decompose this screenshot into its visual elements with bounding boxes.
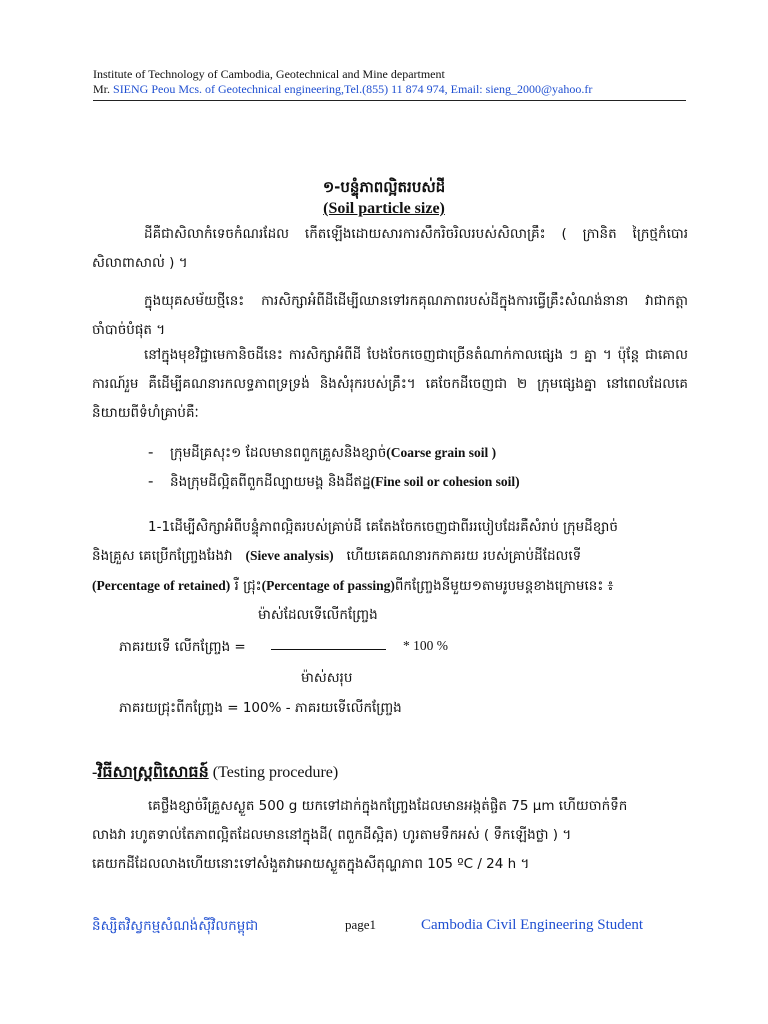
paragraph-sieve-line2 (92, 547, 581, 567)
section-dash: - (92, 764, 98, 781)
sieve-line3-khmer-b: ពីកញ្ច្រែងនីមួយ១តាមរូបមន្តខាងក្រោមនេះ ៖ (394, 578, 614, 594)
section-title-khmer: វិធីសាស្ត្រពិសោធន៍ (97, 762, 209, 781)
section-title-english: (Testing procedure) (208, 764, 339, 781)
bullet-coarse-soil (148, 442, 496, 464)
formula-passing (119, 699, 402, 719)
procedure-line1: គេថ្លឹងខ្សាច់រឺគ្រួសស្ងួត 500 g យកទៅដាក់ក្នុងកញ្ច្រែងដែលមានអង្កត់ផ្ចិត 75 µm ហើយចាក់ទឹក (148, 798, 628, 814)
bullet-dash: - (148, 471, 154, 490)
percentage-retained-term: (Percentage of retained) (92, 578, 231, 593)
bullet-fine-soil-khmer: និងក្រុមដីល្អិតពីពួកដីល្បាយមង្គ និងដីឥដ្ឋ (170, 474, 371, 490)
paragraph-sieve-line3 (92, 577, 614, 597)
formula-passing-label: ភាគរយជ្រុះពីកញ្ច្រែង (119, 700, 223, 716)
header-institute: Institute of Technology of Cambodia, Geotechnical and Mine department (93, 67, 445, 81)
page-title-khmer: ១-បន្ទុំភាពល្អិតរបស់ដី (322, 178, 446, 196)
sieve-line2-khmer-b: ហើយគេគណនារកភាគរយ របស់គ្រាប់ដីដែលទើ (346, 548, 582, 564)
formula-denominator: ម៉ាស់សរុប (301, 670, 353, 686)
procedure-line3: គេយកដីដែលលាងហើយនោះទៅសំងួតវាអោយស្ងួតក្នុងសីតុណ្ហភាព 105 ºC / 24 h ។ (92, 856, 530, 872)
bullet-fine-soil-english: (Fine soil or cohesion soil) (370, 474, 520, 489)
formula-multiplier: * 100 % (403, 638, 448, 653)
footer-english-label: Cambodia Civil Engineering Student (421, 917, 644, 933)
header-author-details: SIENG Peou Mcs. of Geotechnical engineering,Tel.(855) 11 874 974, Email: sieng_2000@yahoo.fr (113, 82, 593, 96)
header-rule (93, 100, 686, 101)
formula-passing-rest: = 100% - ភាគរយទើលើកញ្ច្រែង (222, 700, 402, 716)
footer-khmer-label: និស្សិតវិស្វកម្មសំណង់ស៊ីវិលកម្ពុជា (92, 918, 259, 934)
bullet-dash: - (148, 442, 154, 461)
formula-lhs: ភាគរយទើ លើកញ្ច្រែង = (119, 639, 246, 655)
header-author (93, 82, 592, 97)
formula-fraction-bar (271, 649, 386, 650)
footer-page-number: page1 (345, 917, 377, 932)
sieve-line3-khmer-a: រឺ ជ្រុះ (230, 578, 262, 594)
bullet-coarse-soil-khmer: ក្រុមដីគ្រសុះ១ ដែលមានពពួកគ្រួសនិងខ្សាច់ (170, 445, 387, 461)
percentage-passing-term: (Percentage of passing) (261, 578, 395, 593)
procedure-line2: លាងវា រហូតទាល់តែភាពល្អិតដែលមាននៅក្នុងដី( ពពួកដីស្អិត) ហូរតាមទឹកអស់ ( ទឹកឡើងថ្លា ) ។ (92, 827, 572, 843)
bullet-fine-soil (148, 471, 520, 493)
sieve-analysis-term: (Sieve analysis) (245, 548, 334, 563)
paragraph-soil-definition: ដីគឺជាសិលាកំទេចកំណរដែល កើតឡើងដោយសារការសឹករិចរិលរបស់សិលាគ្រឹះ ( ក្រានិត ក្រៃថ្មកំបោរ សិលាពាសាល់ ) ។ (92, 226, 688, 271)
section-testing-procedure (92, 761, 338, 785)
page-title-english: (Soil particle size) (323, 200, 445, 217)
bullet-coarse-soil-english: (Coarse grain soil ) (386, 445, 497, 460)
formula-numerator: ម៉ាស់ដែលទើលើកញ្ច្រែង (258, 607, 378, 623)
paragraph-soil-groups: នៅក្នុងមុខវិជ្ជាមេកានិចដីនេះ ការសិក្សាអំពីដី បែងចែកចេញជាច្រើនតំណាក់កាលផ្សេង ៗ គ្នា ។ ប៉ុន្តែ ជាគោលការណ៍រួម គឺដើម្បីគណនារកលទ្ធភាពទ្រទ្រង់ និងសំរុករបស់គ្រឹះ។ គេចែកដីចេញជា ២ ក្រុមផ្សេងគ្នា នៅពេលដែលគេនិយាយពីទំហំគ្រាប់គឺៈ (92, 347, 688, 421)
header-author-prefix: Mr. (93, 82, 114, 96)
paragraph-sieve-line1: 1-1ដើម្បីសិក្សាអំពីបន្ទុំភាពល្អិតរបស់គ្រាប់ដី គេតែងចែកចេញជាពីររបៀបដែរគឺសំរាប់ ក្រុមដីខ្សាច់ (148, 519, 618, 535)
paragraph-soil-study-importance: ក្នុងយុគសម័យថ្មីនេះ ការសិក្សាអំពីដីដើម្បីឈានទៅរកគុណភាពរបស់ដីក្នុងការធ្វើគ្រឹះសំណង់នានា វាជាកត្តាចាំបាច់បំផុត ។ (92, 293, 688, 338)
sieve-line2-khmer-a: និងគ្រួស គេប្រើកញ្ច្រែងរែងវា (92, 548, 233, 564)
